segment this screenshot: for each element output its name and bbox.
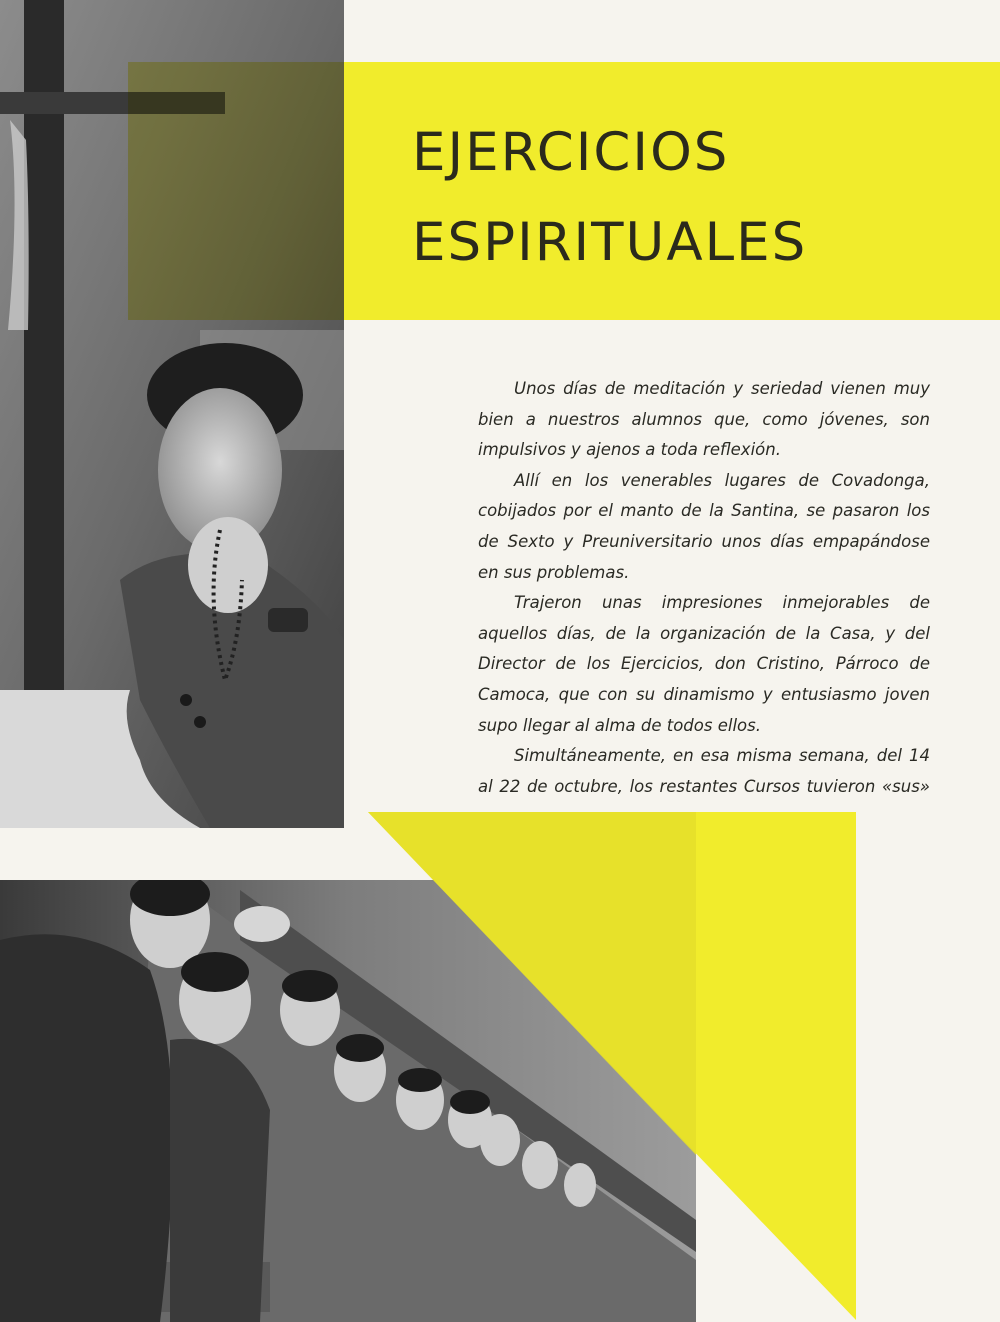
article-body	[478, 374, 930, 802]
title-line-2: ESPIRITUALES	[412, 212, 808, 273]
paragraph-2: Allí en los venerables lugares de Covadonga, cobijados por el manto de la Santina, se pasaron los de Sexto y Preuniversitario unos días empapándose en sus problemas.	[478, 470, 930, 582]
title-line-1: EJERCICIOS	[412, 122, 730, 183]
page-title	[412, 108, 807, 288]
paragraph-4: Simultáneamente, en esa misma semana, del 14 al 22 de octubre, los restantes Cursos tuvieron «sus»	[478, 746, 930, 796]
paragraph-3: Trajeron unas impresiones inmejorables de aquellos días, de la organización de la Casa, y del Director de los Ejercicios, don Cristino, Párroco de Camoca, que con su dinamismo y entusiasmo joven supo llegar al alma de todos ellos.	[478, 593, 930, 735]
paragraph-1: Unos días de meditación y seriedad vienen muy bien a nuestros alumnos que, como jóvenes, son impulsivos y ajenos a toda reflexión.	[478, 379, 930, 460]
